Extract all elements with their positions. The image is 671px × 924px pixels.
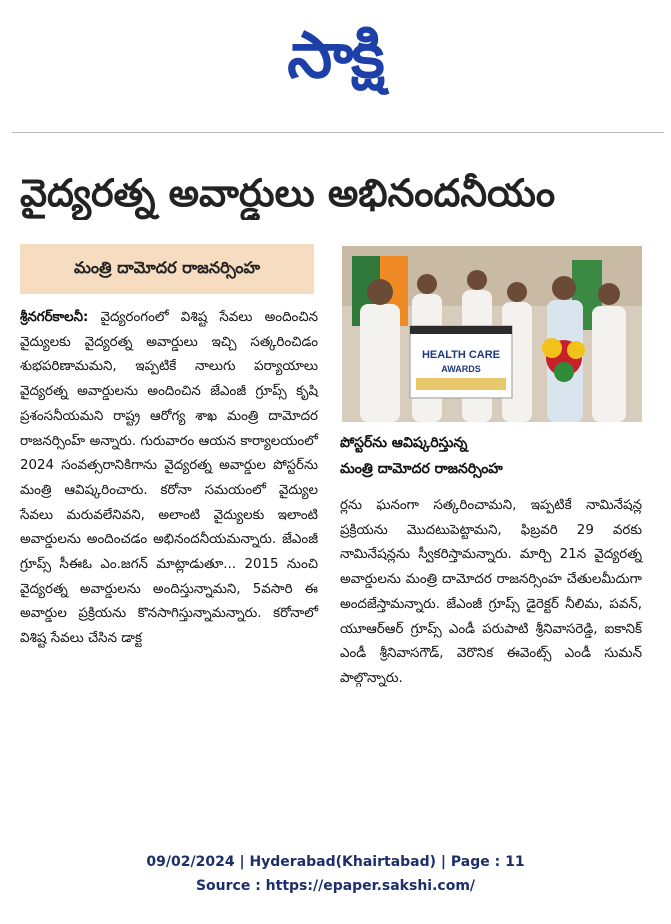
poster-title-line1: HEALTH CARE (421, 349, 501, 361)
caption-line-2: మంత్రి దామోదర రాజనర్సింహ (340, 461, 503, 477)
photo-caption (340, 430, 640, 482)
caption-line-1: పోస్టర్‌ను ఆవిష్కరిస్తున్న (340, 435, 468, 451)
subheadline-text: మంత్రి దామోదర రాజనర్సింహ (73, 257, 261, 277)
article-column-left (20, 306, 318, 652)
dateline: శ్రీనగర్‌కాలనీ: (20, 310, 89, 325)
article-text-left: వైద్యరంగంలో విశిష్ట సేవలు అందించిన వైద్యులకు వైద్యరత్న అవార్డులు ఇచ్చి సత్కరించిడం శుభపరిణామమని, ఇప్పటికే నాలుగు పర్యాయాలు వైద్యరత్న అవార్డులను అందించిన జేఎంజీ గ్రూప్స్‌ కృషి ప్రశంసనీయమని రాష్ట్ర ఆరోగ్య శాఖ మంత్రి దామోదర రాజనర్సింహ్‌ అన్నారు. గురువారం ఆయన కార్యాలయంలో 2024 సంవత్సరానికిగాను వైద్యరత్న అవార్డుల పోస్టర్‌ను మంత్రి ఆవిష్కరించారు. కరోనా సమయంలో వైద్యుల సేవలు మరువలేనివని, అలాంటి వైద్యులకు ఇలాంటి అవార్డులను అందించడం అభినందనీయమన్నారు. జేఎంజీ గ్రూప్స్‌ సీఈఓ ఎం.జగన్‌ మాట్లాడుతూ... 2015 నుంచి వైద్యరత్న అవార్డులను అందిస్తున్నామని, 5వసారి ఈ అవార్డుల ప్రక్రియను కొనసాగిస్తున్నామన్నారు. కరోనాలో విశిష్ట సేవలు చేసిన డాక్ట (20, 310, 318, 647)
headline: వైద్యరత్న అవార్డులు అభినందనీయం (20, 171, 556, 215)
article-column-right: ర్లను ఘనంగా సత్కరించామని, ఇప్పటికే నామినేషన్ల ప్రక్రియను మొదటుపెట్టామని, ఫిబ్రవరి 29 వరకు నామినేషన్లను స్వీకరిస్తామన్నారు. మార్చి 21న వైద్యరత్న అవార్డులను మంత్రి దామోదర రాజనర్సింహ చేతులమీదుగా అందజేస్తామన్నారు. జేఎంజీ గ్రూప్స్‌ డైరెక్టర్‌ నీలిమ, పవన్‌, యూఆర్‌ఆర్‌ గ్రూప్స్‌ ఎండీ పరుపాటి శ్రీనివాసరెడ్డి, ఐకానిక్‌ ఎండీ శ్రీనివాసగౌడ్‌, వెరొనిక ఈవెంట్స్‌ ఎండీ సుమన్‌ పాల్గొన్నారు. (340, 498, 642, 686)
footer-source-link[interactable]: Source : https://epaper.sakshi.com/ (195, 878, 476, 894)
subheadline-box (20, 244, 314, 294)
news-photo (342, 246, 642, 422)
footer (0, 850, 671, 898)
poster-title-line2: AWARDS (441, 364, 481, 374)
sakshi-logo: సాక్షి (287, 18, 383, 93)
footer-edition-line: 09/02/2024 | Hyderabad(Khairtabad) | Page : 11 (146, 854, 525, 870)
photo-illustration (342, 246, 642, 422)
masthead (0, 0, 671, 120)
